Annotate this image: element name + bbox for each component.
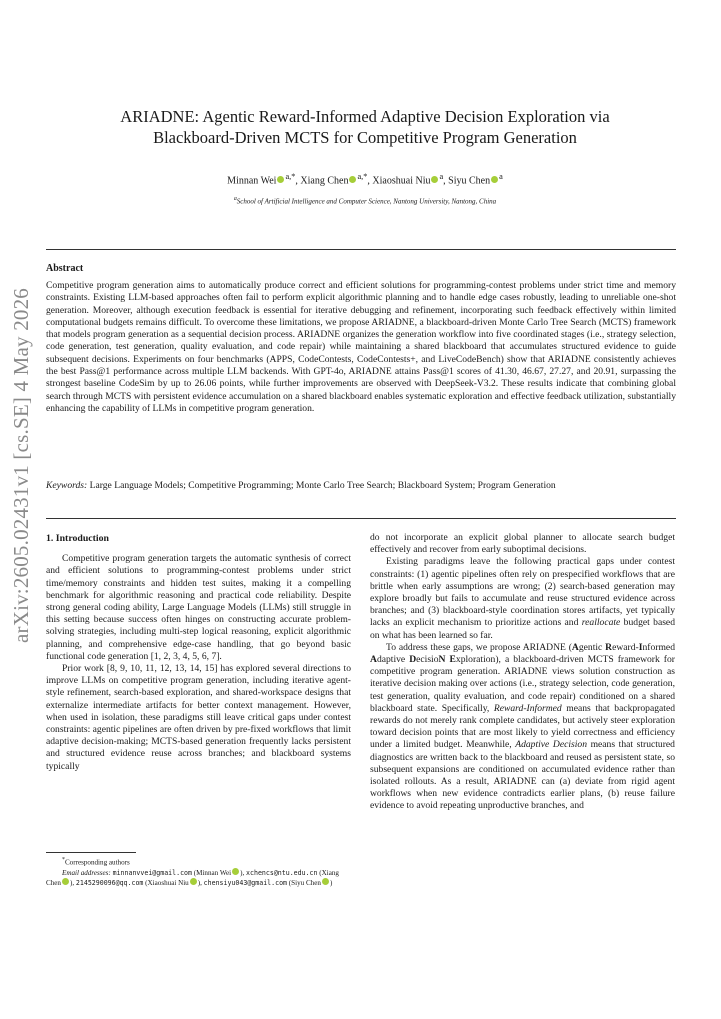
title-line-2: Blackboard-Driven MCTS for Competitive Program Generation xyxy=(153,128,577,147)
keywords-label: Keywords: xyxy=(46,480,88,491)
orcid-icon[interactable] xyxy=(277,176,284,183)
acronym-rest: xploration xyxy=(455,654,496,666)
author-marks: a xyxy=(499,172,503,181)
left-column xyxy=(46,533,351,773)
keywords xyxy=(46,480,676,492)
orcid-icon[interactable] xyxy=(232,868,239,875)
acronym-letter: A xyxy=(370,654,377,666)
author-name: Siyu Chen xyxy=(448,175,491,187)
paragraph-text: means that structured diagnostics are written back to the blackboard and reused as persistent state, so subsequent expansions are conditioned on accumulated evidence rather than isolated rollouts. As a result, ARIADNE can (a) deviate from rigid agent workflows when new evidence contradicts earlier plans, (b) reuse failure evidence to avoid repeating unproductive branches, and xyxy=(370,739,675,812)
keywords-text: Large Language Models; Competitive Programming; Monte Carlo Tree Search; Blackboard System; Program Generation xyxy=(89,480,556,491)
paragraph-text: means that backpropagated rewards do not merely rank complete candidates, but actively steer exploration toward decision points that are most likely to yield correctness and efficiency under a limited budget. Meanwhile, xyxy=(370,702,676,751)
paragraph xyxy=(370,642,675,813)
author-list: Minnan Wei $^{a,*}$, Xiang Chen $^{a,*}$, Xiaoshuai Niu $^a$, Siyu Chen $^a$ xyxy=(227,172,503,187)
acronym-rest: eward- xyxy=(612,641,639,653)
email-link[interactable]: 2145290096@qq.com xyxy=(75,879,144,888)
footnote-mark: * xyxy=(62,857,65,863)
orcid-icon[interactable] xyxy=(62,878,69,885)
orcid-icon[interactable] xyxy=(431,176,438,183)
email-owner: Xiaoshuai Niu xyxy=(147,879,189,888)
footnotes xyxy=(46,856,351,889)
affiliation-text: School of Artificial Intelligence and Computer Science, Nantong University, Nantong, China xyxy=(236,197,497,206)
email-link[interactable]: xchencs@ntu.edu.cn xyxy=(246,868,318,877)
footnote-corresponding xyxy=(46,856,351,868)
footnote-divider xyxy=(46,852,136,853)
author-marks: a xyxy=(439,172,444,181)
paragraph: Prior work [8, 9, 10, 11, 12, 13, 14, 15] has explored several directions to improve LLMs on competitive program generation, including iterative agent-style refinement, search-based exploration, and shared-workspace designs that externalize intermediate artifacts for better context management. However, when used in isolation, these paradigms still leave critical gaps under contest constraints: agentic pipelines are often driven by pre-fixed workflows that limit adaptive decision-making; MCTS-based generation frequently lacks persistent and structured evidence reuse across branches; and blackboard systems typically xyxy=(46,663,351,772)
emphasis-text: Reward-Informed xyxy=(493,702,562,714)
abstract-text: Competitive program generation aims to automatically produce correct and efficient solutions for programming-contest problems under strict time and memory constraints. Existing LLM-based approaches often fail to perform explicit algorithmic planning and to handle edge cases robustly, leading to unreliable one-shot generation. Moreover, although execution feedback is essential for iterative debugging and refinement, incorporating such feedback effectively within limited computational budgets remains difficult. To overcome these limitations, we propose ARIADNE, a blackboard-driven Monte Carlo Tree Search (MCTS) framework that models program generation as a sequential decision process. ARIADNE organizes the generation workflow into five coordinated stages (i.e., strategy selection, code generation, test generation, quality evaluation, and code repair) while maintaining a shared blackboard that accumulates structured evidence to guide subsequent decisions. Experiments on four benchmarks (APPS, CodeContests, CodeContests+, and LiveCodeBench) show that ARIADNE consistently achieves the best Pass@1 performance across multiple LLM backends. With GPT-4o, ARIADNE attains Pass@1 scores of 41.30, 46.67, 27.27, and 20.91, surpassing the strongest baseline CodeSim by up to 26.06 points, while further improvements are observed with DeepSeek-V3.2. These results indicate that combining global search through MCTS with persistent evidence accumulation on a shared blackboard enables systematic exploration and effective feedback utilization, substantially enhancing the capability of LLMs in competitive program generation. xyxy=(46,280,676,414)
author-name: Xiang Chen xyxy=(300,175,349,187)
acronym-letter: D xyxy=(409,654,417,666)
acronym-letter: A xyxy=(571,641,579,653)
email-owner: Xiang Chen xyxy=(46,868,339,888)
acronym-rest: gentic xyxy=(578,641,606,653)
email-label: Email addresses: xyxy=(62,868,111,877)
acronym-letter: N xyxy=(438,654,446,666)
orcid-icon[interactable] xyxy=(491,176,498,183)
abstract-heading: Abstract xyxy=(46,263,84,274)
footnote-emails: Email addresses: minnanvvei@gmail.com (Minnan Wei ), xchencs@ntu.edu.cn (Xiang Chen ), 2145290096@qq.com (Xiaoshuai Niu ), chensiyu043@gmail.com (Siyu Chen ) xyxy=(46,868,339,888)
author-name: Xiaoshuai Niu xyxy=(372,175,431,187)
section-heading: 1. Introduction xyxy=(46,533,109,544)
email-link[interactable]: chensiyu043@gmail.com xyxy=(203,879,288,888)
arxiv-stamp xyxy=(2,287,42,643)
paragraph-text: budget based on what has been learned so far. xyxy=(370,617,675,641)
divider-top xyxy=(46,249,676,250)
orcid-icon[interactable] xyxy=(322,878,329,885)
paragraph: do not incorporate an explicit global planner to allocate search budget effectively and recover from early suboptimal decisions. xyxy=(370,532,675,556)
paper-title xyxy=(60,106,670,148)
email-owner: Minnan Wei xyxy=(196,868,232,877)
paragraph-text: To address these gaps, we propose ARIADNE ( xyxy=(386,641,572,653)
footnote-text: Corresponding authors xyxy=(64,858,130,867)
acronym-letter: I xyxy=(638,641,643,653)
email-link[interactable]: minnanvvei@gmail.com xyxy=(112,868,192,877)
paragraph-text: Existing paradigms leave the following practical gaps under contest constraints: (1) agentic pipelines often rely on prespecified workflows that are brittle when early assumptions are wrong; (2) search-based generation may explore broadly but fails to accumulate and reuse structured evidence across branches; and (3) blackboard-style coordination stores artifacts, yet typically lacks an explicit mechanism to prioritize actions and xyxy=(370,556,675,629)
author-marks: a,* xyxy=(357,172,368,181)
right-column xyxy=(370,532,675,813)
acronym-letter: R xyxy=(605,641,613,653)
affiliation xyxy=(60,195,670,206)
title-line-1: ARIADNE: Agentic Reward-Informed Adaptive Decision Exploration via xyxy=(120,107,610,126)
acronym-rest: nformed xyxy=(642,641,675,653)
orcid-icon[interactable] xyxy=(190,878,197,885)
emphasis-text: reallocate xyxy=(581,617,621,629)
acronym-rest: ecisio xyxy=(416,654,439,666)
email-owner: Siyu Chen xyxy=(291,879,321,888)
acronym-letter: E xyxy=(449,654,456,666)
author-marks: a,* xyxy=(285,172,296,181)
paragraph xyxy=(370,556,675,641)
orcid-icon[interactable] xyxy=(349,176,356,183)
paragraph-text: ), a blackboard-driven MCTS framework for competitive program generation. ARIADNE views solution construction as iterative decision making over actions (i.e., strategy selection, code generation, test generation, quality evaluation, and code repair) conditioned on a shared blackboard state. Specifically, xyxy=(370,654,675,714)
author-name: Minnan Wei xyxy=(227,175,277,187)
emphasis-text: Adaptive Decision xyxy=(515,739,587,751)
arxiv-identifier: arXiv:2605.02431v1 [cs.SE] 4 May 2026 xyxy=(9,287,34,643)
affiliation-mark: a xyxy=(233,196,237,202)
paragraph: Competitive program generation targets the automatic synthesis of correct and efficient solutions to programming-contest problems under strict time/memory constraints and hidden test suites, making it a compelling benchmark for algorithmic reasoning and practical code reliability. Despite strong general coding ability, Large Language Models (LLMs) still struggle in this setting because success often hinges on constructing accurate problem-solving strategies, including multi-step logical reasoning, explicit algorithmic planning, and comprehensive edge-case handling, that go beyond basic functional code generation [1, 2, 3, 4, 5, 6, 7]. xyxy=(46,553,351,662)
acronym-rest: daptive xyxy=(376,654,410,666)
divider-bottom xyxy=(46,518,676,519)
